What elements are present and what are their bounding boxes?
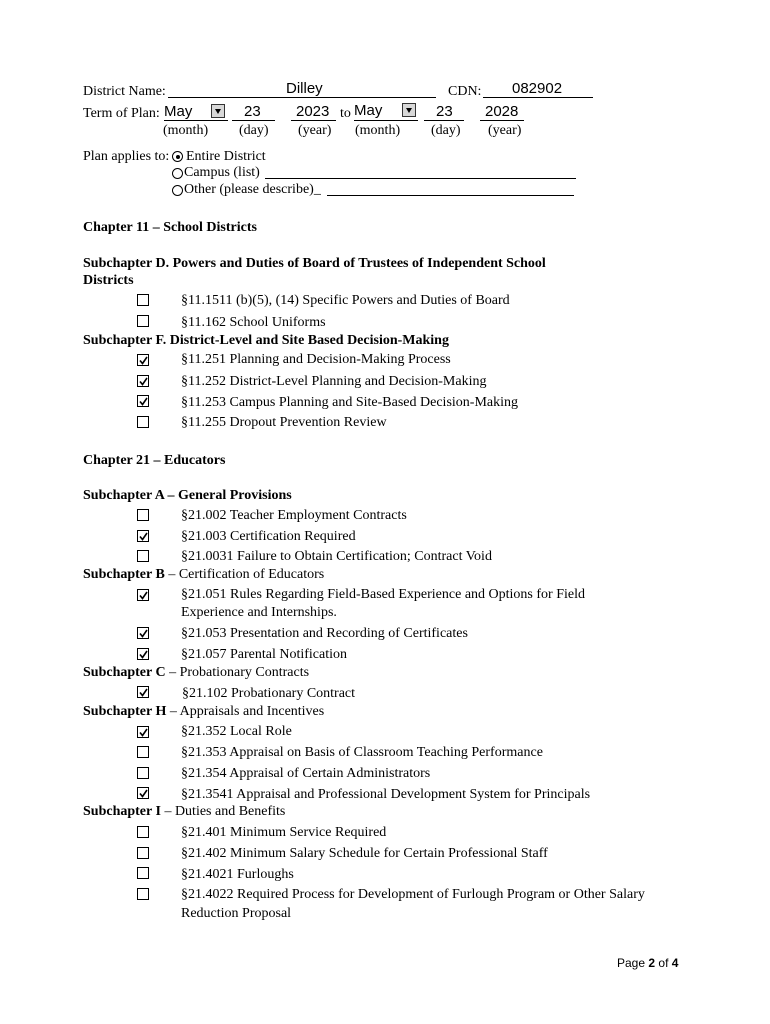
item-21-053: §21.053 Presentation and Recording of Certificates [181, 626, 468, 641]
item-21-401: §21.401 Minimum Service Required [181, 825, 387, 840]
item-11-255: §11.255 Dropout Prevention Review [181, 415, 387, 430]
end-month-underline [354, 120, 418, 121]
subchapter-i-heading: Subchapter I – Duties and Benefits [83, 804, 286, 819]
item-21-4022: §21.4022 Required Process for Development of Furlough Program or Other Salary [181, 887, 645, 902]
subchapter-c-heading: Subchapter C – Probationary Contracts [83, 665, 310, 680]
item-21-4022-cont: Reduction Proposal [181, 906, 292, 921]
item-21-354: §21.354 Appraisal of Certain Administrators [181, 766, 431, 781]
radio-campus-label: Campus (list) [184, 165, 260, 180]
check-icon [139, 650, 148, 659]
checkbox-11-1511[interactable] [137, 294, 149, 306]
check-icon [139, 532, 148, 541]
check-icon [139, 377, 148, 386]
checkbox-11-162[interactable] [137, 315, 149, 327]
page-number: Page 2 of 4 [617, 956, 679, 970]
checkbox-21-002[interactable] [137, 509, 149, 521]
plan-applies-label: Plan applies to: [83, 149, 170, 164]
subchapter-f-heading: Subchapter F. District-Level and Site Based Decision-Making [83, 333, 449, 348]
subchapter-d-heading-cont: Districts [83, 273, 134, 288]
check-icon [139, 728, 148, 737]
check-icon [139, 688, 148, 697]
start-day-field[interactable]: 23 [244, 103, 261, 120]
cdn-field[interactable]: 082902 [512, 80, 563, 97]
checkbox-21-401[interactable] [137, 826, 149, 838]
item-21-402: §21.402 Minimum Salary Schedule for Certain Professional Staff [181, 846, 548, 861]
check-icon [139, 629, 148, 638]
item-21-003: §21.003 Certification Required [181, 529, 356, 544]
item-11-252: §11.252 District-Level Planning and Decision-Making [181, 374, 487, 389]
start-day-underline [232, 120, 275, 121]
district-name-field[interactable]: Dilley [286, 80, 323, 97]
subchapter-h-heading: Subchapter H – Appraisals and Incentives [83, 704, 325, 719]
check-icon [139, 591, 148, 600]
item-21-352: §21.352 Local Role [181, 724, 292, 739]
checkbox-21-354[interactable] [137, 767, 149, 779]
check-icon [139, 397, 148, 406]
item-11-251: §11.251 Planning and Decision-Making Process [181, 352, 451, 367]
checkbox-21-053[interactable] [137, 627, 149, 639]
check-icon [139, 356, 148, 365]
start-month-dropdown-icon[interactable] [211, 104, 225, 118]
caption-start-month: (month) [163, 123, 209, 138]
cdn-label: CDN: [448, 84, 482, 99]
radio-campus[interactable] [172, 168, 183, 179]
item-21-051: §21.051 Rules Regarding Field-Based Experience and Options for Field [181, 587, 585, 602]
subchapter-b-heading: Subchapter B – Certification of Educators [83, 567, 325, 582]
district-name-label: District Name: [83, 84, 166, 99]
end-month-field[interactable]: May [354, 102, 383, 119]
end-day-underline [424, 120, 464, 121]
caption-start-year: (year) [298, 123, 332, 138]
caption-end-year: (year) [488, 123, 522, 138]
start-year-underline [291, 120, 336, 121]
checkbox-21-402[interactable] [137, 847, 149, 859]
checkbox-11-251[interactable] [137, 354, 149, 366]
caption-start-day: (day) [239, 123, 269, 138]
campus-list-line[interactable] [265, 178, 576, 179]
end-day-field[interactable]: 23 [436, 103, 453, 120]
radio-other-label: Other (please describe)_ [184, 182, 321, 197]
item-21-002: §21.002 Teacher Employment Contracts [181, 508, 407, 523]
checkbox-21-003[interactable] [137, 530, 149, 542]
start-year-field[interactable]: 2023 [296, 103, 330, 120]
chapter-11-title: Chapter 11 – School Districts [83, 220, 257, 235]
start-month-underline [164, 120, 228, 121]
item-21-057: §21.057 Parental Notification [181, 647, 348, 662]
item-21-102: §21.102 Probationary Contract [182, 686, 356, 701]
check-icon [139, 789, 148, 798]
item-21-3541: §21.3541 Appraisal and Professional Development System for Principals [181, 787, 591, 802]
item-11-1511: §11.1511 (b)(5), (14) Specific Powers and Duties of Board [181, 293, 510, 308]
checkbox-21-352[interactable] [137, 726, 149, 738]
item-11-253: §11.253 Campus Planning and Site-Based Decision-Making [181, 395, 518, 410]
end-year-underline [480, 120, 524, 121]
checkbox-11-252[interactable] [137, 375, 149, 387]
cdn-underline [483, 97, 593, 98]
checkbox-21-3541[interactable] [137, 787, 149, 799]
checkbox-21-4022[interactable] [137, 888, 149, 900]
checkbox-21-057[interactable] [137, 648, 149, 660]
subchapter-d-heading: Subchapter D. Powers and Duties of Board of Trustees of Independent School [83, 256, 546, 271]
checkbox-11-253[interactable] [137, 395, 149, 407]
checkbox-21-0031[interactable] [137, 550, 149, 562]
item-21-0031: §21.0031 Failure to Obtain Certification; Contract Void [181, 549, 492, 564]
radio-other[interactable] [172, 185, 183, 196]
district-name-underline [168, 97, 436, 98]
to-label: to [340, 106, 351, 121]
caption-end-day: (day) [431, 123, 461, 138]
radio-entire-district[interactable] [172, 151, 183, 162]
end-month-dropdown-icon[interactable] [402, 103, 416, 117]
caption-end-month: (month) [355, 123, 401, 138]
checkbox-21-353[interactable] [137, 746, 149, 758]
item-21-051-cont: Experience and Internships. [181, 605, 337, 620]
checkbox-21-051[interactable] [137, 589, 149, 601]
term-of-plan-label: Term of Plan: [83, 106, 160, 121]
checkbox-21-4021[interactable] [137, 867, 149, 879]
item-21-4021: §21.4021 Furloughs [181, 867, 294, 882]
item-11-162: §11.162 School Uniforms [181, 315, 326, 330]
checkbox-11-255[interactable] [137, 416, 149, 428]
other-describe-line[interactable] [327, 195, 574, 196]
start-month-field[interactable]: May [164, 103, 193, 120]
chapter-21-title: Chapter 21 – Educators [83, 453, 226, 468]
end-year-field[interactable]: 2028 [485, 103, 519, 120]
item-21-353: §21.353 Appraisal on Basis of Classroom Teaching Performance [181, 745, 543, 760]
subchapter-a-heading: Subchapter A – General Provisions [83, 488, 292, 503]
checkbox-21-102[interactable] [137, 686, 149, 698]
radio-entire-district-label: Entire District [186, 149, 266, 164]
